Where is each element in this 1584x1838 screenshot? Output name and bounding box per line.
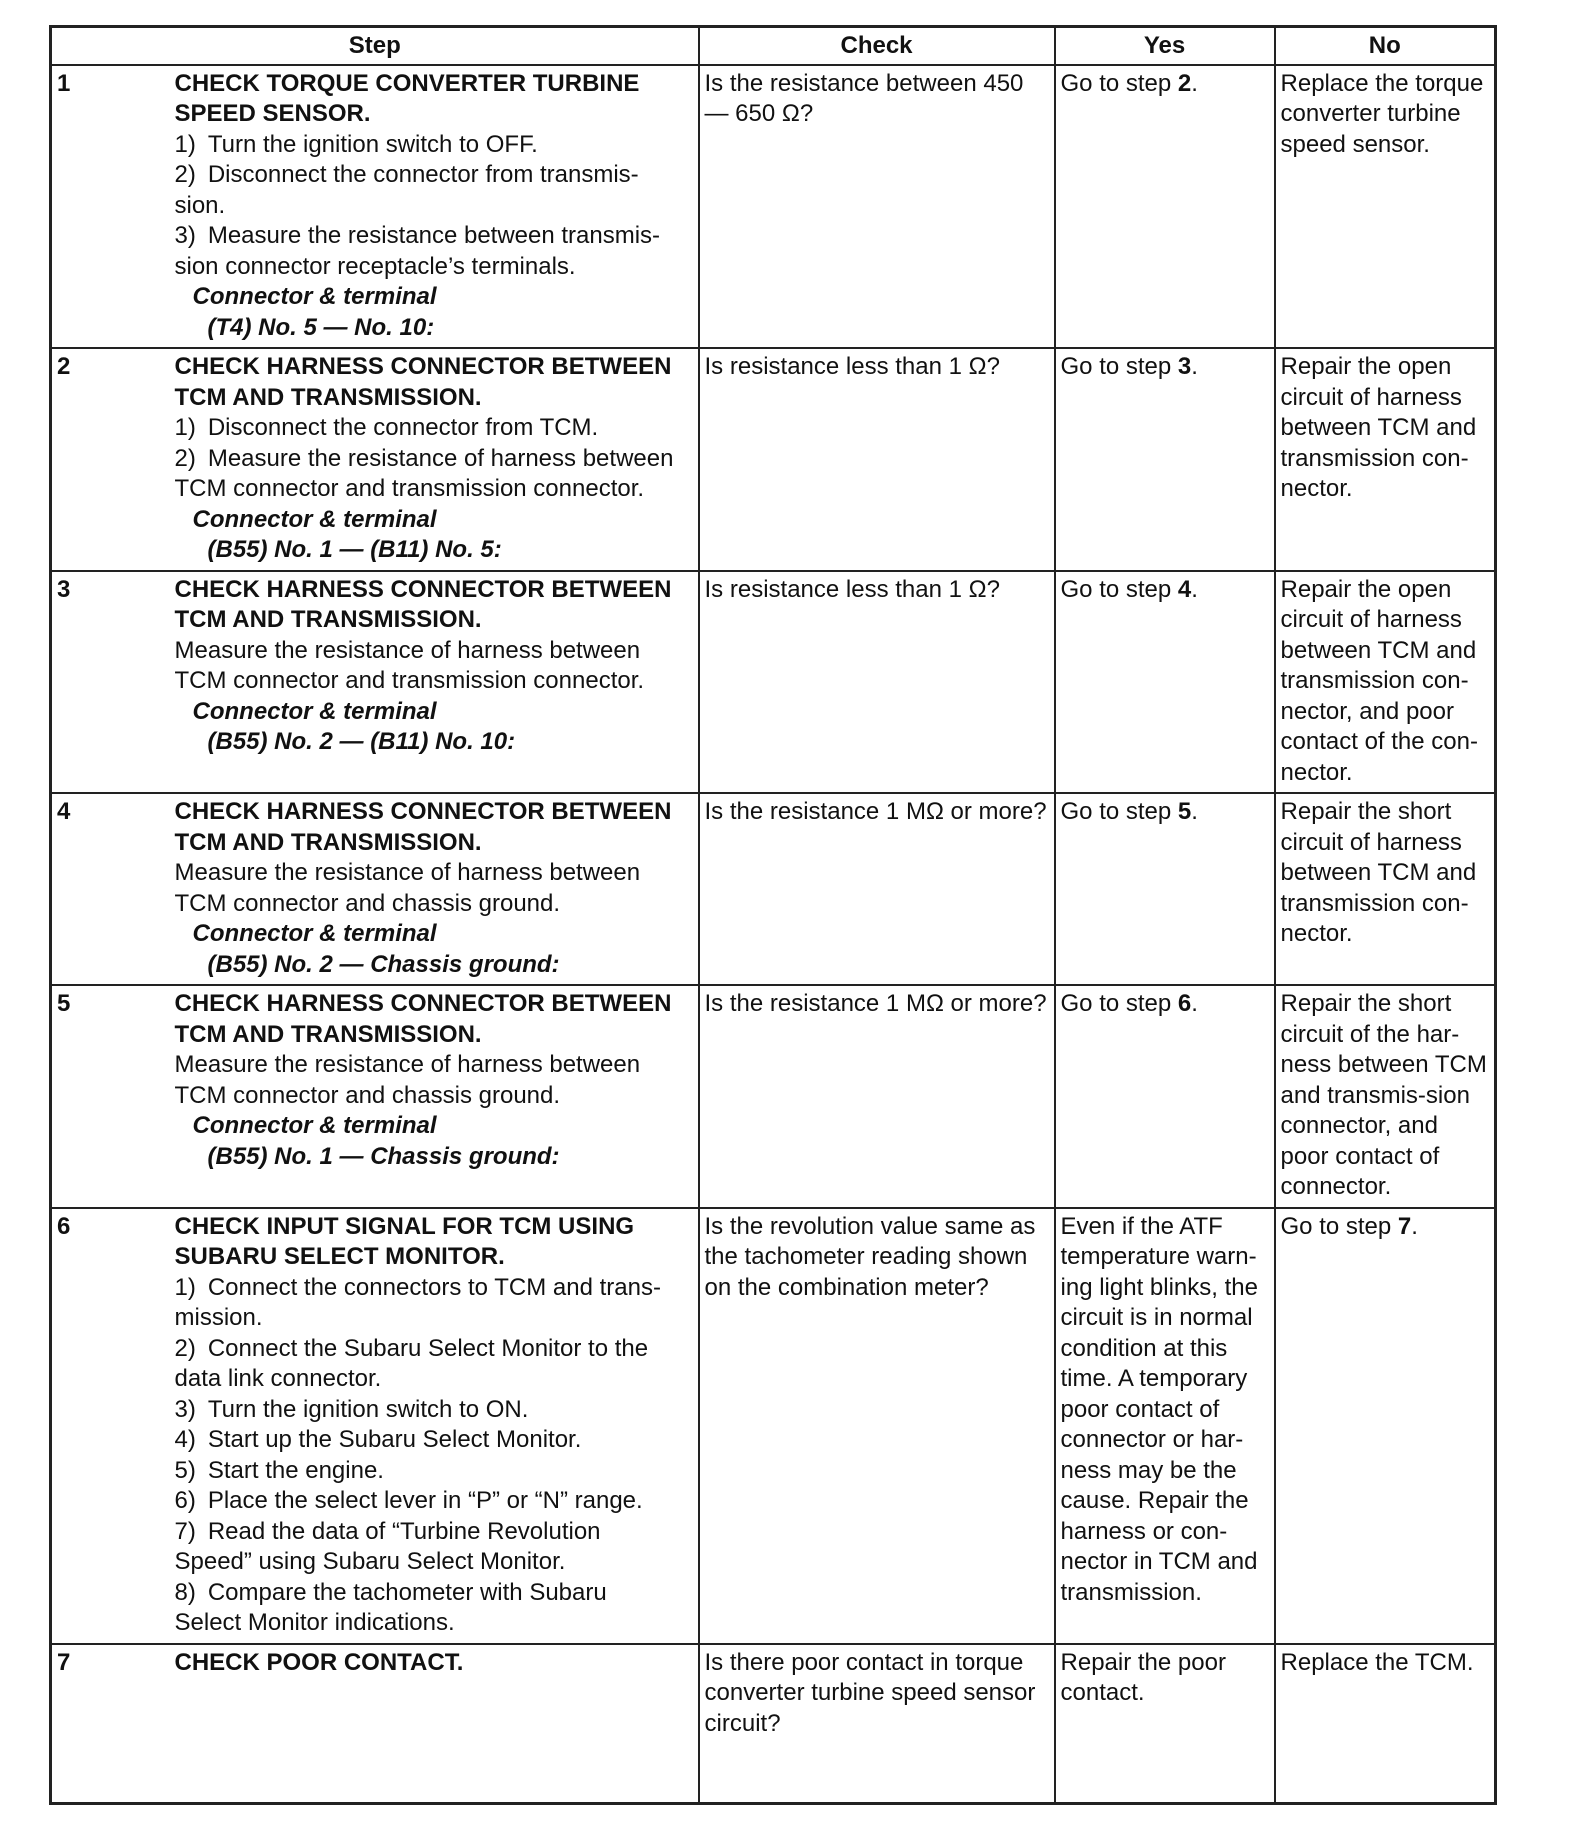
header-step: Step bbox=[51, 27, 699, 65]
step-line: Measure the resistance of harness between bbox=[174, 636, 641, 664]
step-instructions bbox=[170, 348, 699, 571]
table-row bbox=[51, 1644, 1496, 1804]
step-number: 4 bbox=[51, 793, 170, 985]
connector-label: Connector & terminal bbox=[192, 920, 437, 947]
header-check: Check bbox=[699, 27, 1055, 65]
step-number: 1 bbox=[51, 65, 170, 349]
step-title: SUBARU SELECT MONITOR. bbox=[174, 1243, 505, 1270]
connector-value: (B55) No. 1 — (B11) No. 5: bbox=[207, 536, 502, 563]
step-instructions bbox=[170, 1208, 699, 1644]
step-number: 2 bbox=[51, 348, 170, 571]
step-number: 3 bbox=[51, 571, 170, 794]
no-cell: Repair the short circuit of harness between TCM and transmission con-nector. bbox=[1275, 793, 1496, 985]
check-cell: Is the resistance 1 MΩ or more? bbox=[699, 985, 1055, 1208]
step-title: TCM AND TRANSMISSION. bbox=[174, 606, 482, 633]
table-row bbox=[51, 985, 1496, 1208]
step-line: TCM connector and transmission connector. bbox=[174, 667, 645, 694]
diagnostic-table bbox=[49, 25, 1497, 1805]
yes-cell: Go to step 3. bbox=[1055, 348, 1275, 571]
step-line: Select Monitor indications. bbox=[174, 1609, 455, 1636]
yes-step-ref: 5 bbox=[1177, 798, 1192, 825]
no-text: Go to step bbox=[1280, 1212, 1398, 1240]
step-title: CHECK HARNESS CONNECTOR BETWEEN bbox=[174, 575, 672, 603]
no-cell: Repair the open circuit of harness between TCM and transmission con-nector, and poor contact of the con-nector. bbox=[1275, 571, 1496, 794]
check-cell: Is resistance less than 1 Ω? bbox=[699, 348, 1055, 571]
no-cell: Replace the TCM. bbox=[1275, 1644, 1496, 1804]
step-title: CHECK INPUT SIGNAL FOR TCM USING bbox=[174, 1212, 635, 1240]
step-instructions bbox=[170, 985, 699, 1208]
no-cell: Repair the short circuit of the har-ness between TCM and transmis-sion connector, and poor contact of connector. bbox=[1275, 985, 1496, 1208]
yes-text: Go to step bbox=[1060, 353, 1178, 380]
connector-label: Connector & terminal bbox=[192, 697, 437, 725]
connector-label: Connector & terminal bbox=[192, 283, 437, 310]
step-line: 4) Start up the Subaru Select Monitor. bbox=[174, 1426, 582, 1453]
connector-value: (T4) No. 5 — No. 10: bbox=[207, 313, 435, 341]
check-cell: Is the resistance 1 MΩ or more? bbox=[699, 793, 1055, 985]
step-title: SPEED SENSOR. bbox=[174, 100, 371, 127]
step-line: 3) Turn the ignition switch to ON. bbox=[174, 1395, 529, 1423]
check-cell: Is there poor contact in torque converter turbine speed sensor circuit? bbox=[699, 1644, 1055, 1804]
step-line: Speed” using Subaru Select Monitor. bbox=[174, 1548, 566, 1575]
check-cell: Is the revolution value same as the tachometer reading shown on the combination meter? bbox=[699, 1208, 1055, 1644]
step-line: TCM connector and chassis ground. bbox=[174, 889, 561, 917]
yes-cell: Go to step 2. bbox=[1055, 65, 1275, 349]
connector-label: Connector & terminal bbox=[192, 505, 437, 533]
step-instructions bbox=[170, 1644, 699, 1804]
step-line: 7) Read the data of “Turbine Revolution bbox=[174, 1517, 601, 1545]
no-cell: Go to step 7. bbox=[1275, 1208, 1496, 1644]
step-title: CHECK TORQUE CONVERTER TURBINE bbox=[174, 69, 640, 97]
yes-text: Go to step bbox=[1060, 798, 1178, 825]
step-instructions bbox=[170, 571, 699, 794]
step-line: 2) Measure the resistance of harness between bbox=[174, 444, 674, 472]
step-line: 2) Connect the Subaru Select Monitor to the bbox=[174, 1334, 649, 1362]
no-cell: Repair the open circuit of harness between TCM and transmission con-nector. bbox=[1275, 348, 1496, 571]
step-title: CHECK HARNESS CONNECTOR BETWEEN bbox=[174, 990, 672, 1017]
table-row bbox=[51, 348, 1496, 571]
no-step-ref: 7 bbox=[1397, 1212, 1412, 1240]
step-line: 2) Disconnect the connector from transmis- bbox=[174, 161, 639, 188]
step-line: Measure the resistance of harness between bbox=[174, 859, 641, 886]
yes-cell: Go to step 4. bbox=[1055, 571, 1275, 794]
step-instructions bbox=[170, 793, 699, 985]
step-line: 8) Compare the tachometer with Subaru bbox=[174, 1578, 607, 1606]
step-line: 1) Disconnect the connector from TCM. bbox=[174, 414, 599, 441]
connector-value: (B55) No. 1 — Chassis ground: bbox=[207, 1142, 560, 1170]
step-number: 6 bbox=[51, 1208, 170, 1644]
step-line: Measure the resistance of harness between bbox=[174, 1051, 641, 1078]
no-cell: Replace the torque converter turbine speed sensor. bbox=[1275, 65, 1496, 349]
step-line: sion connector receptacle’s terminals. bbox=[174, 252, 576, 280]
yes-text: Go to step bbox=[1060, 69, 1178, 97]
step-title: TCM AND TRANSMISSION. bbox=[174, 383, 482, 411]
step-instructions bbox=[170, 65, 699, 349]
yes-step-ref: 4 bbox=[1177, 575, 1192, 603]
yes-text: Go to step bbox=[1060, 575, 1178, 603]
table-row bbox=[51, 571, 1496, 794]
header-yes: Yes bbox=[1055, 27, 1275, 65]
step-line: 6) Place the select lever in “P” or “N” range. bbox=[174, 1487, 643, 1514]
check-cell: Is the resistance between 450 — 650 Ω? bbox=[699, 65, 1055, 349]
yes-step-ref: 3 bbox=[1177, 353, 1192, 380]
step-line: TCM connector and chassis ground. bbox=[174, 1081, 561, 1109]
check-cell: Is resistance less than 1 Ω? bbox=[699, 571, 1055, 794]
step-title: TCM AND TRANSMISSION. bbox=[174, 1020, 482, 1048]
table-row bbox=[51, 793, 1496, 985]
step-title: CHECK HARNESS CONNECTOR BETWEEN bbox=[174, 798, 672, 825]
yes-text: Go to step bbox=[1060, 990, 1178, 1017]
connector-value: (B55) No. 2 — (B11) No. 10: bbox=[207, 728, 516, 755]
step-line: data link connector. bbox=[174, 1365, 382, 1392]
yes-cell: Go to step 6. bbox=[1055, 985, 1275, 1208]
yes-cell: Repair the poor contact. bbox=[1055, 1644, 1275, 1804]
yes-step-ref: 2 bbox=[1177, 69, 1192, 97]
step-number: 5 bbox=[51, 985, 170, 1208]
header-no: No bbox=[1275, 27, 1496, 65]
header-row bbox=[51, 27, 1496, 65]
step-line: 1) Connect the connectors to TCM and trans- bbox=[174, 1273, 661, 1301]
step-title: CHECK HARNESS CONNECTOR BETWEEN bbox=[174, 353, 672, 380]
step-title: CHECK POOR CONTACT. bbox=[174, 1648, 464, 1676]
connector-label: Connector & terminal bbox=[192, 1112, 437, 1139]
step-number: 7 bbox=[51, 1644, 170, 1804]
yes-cell: Go to step 5. bbox=[1055, 793, 1275, 985]
table-row bbox=[51, 65, 1496, 349]
step-line: sion. bbox=[174, 191, 226, 219]
step-title: TCM AND TRANSMISSION. bbox=[174, 828, 482, 856]
step-line: 1) Turn the ignition switch to OFF. bbox=[174, 130, 538, 158]
step-line: mission. bbox=[174, 1304, 263, 1331]
yes-step-ref: 6 bbox=[1177, 990, 1192, 1017]
yes-cell: Even if the ATF temperature warn-ing light blinks, the circuit is in normal condition at this time. A temporary poor contact of connector or har-ness may be the cause. Repair the harness or con-nector in TCM and transmission. bbox=[1055, 1208, 1275, 1644]
step-line: TCM connector and transmission connector. bbox=[174, 475, 645, 502]
connector-value: (B55) No. 2 — Chassis ground: bbox=[207, 950, 560, 978]
step-line: 5) Start the engine. bbox=[174, 1456, 384, 1484]
step-line: 3) Measure the resistance between transmis- bbox=[174, 222, 661, 249]
table-row bbox=[51, 1208, 1496, 1644]
